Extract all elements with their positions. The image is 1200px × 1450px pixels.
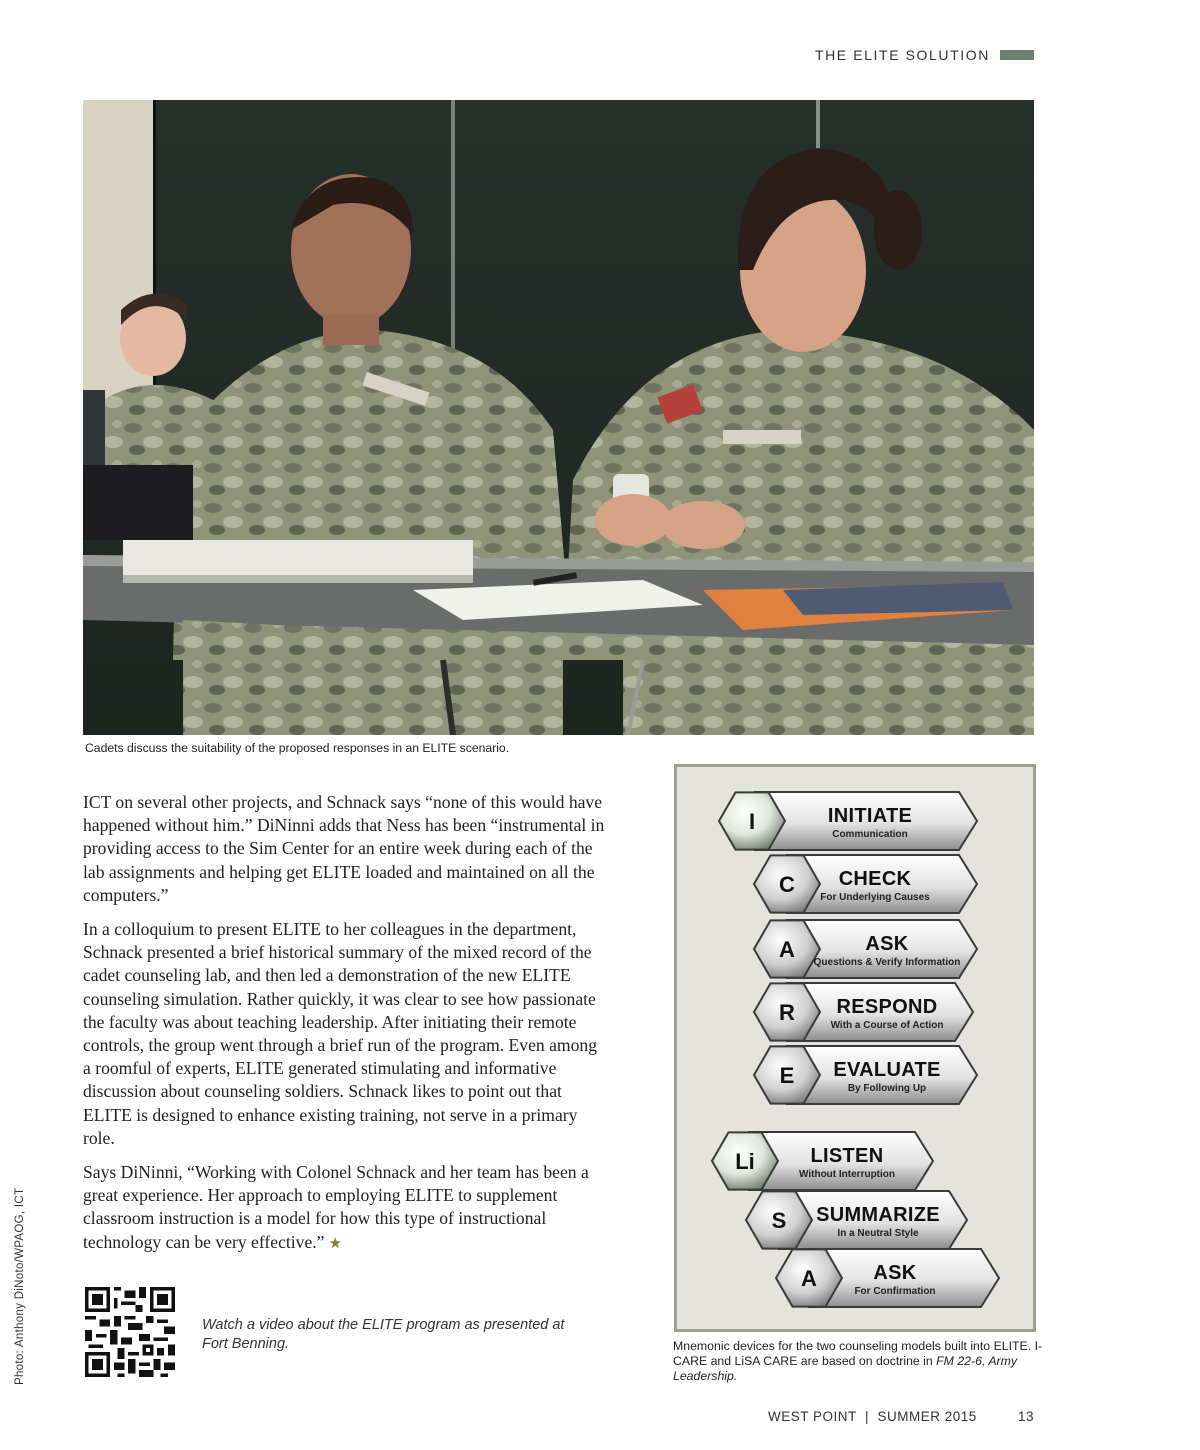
icare-letter: E bbox=[779, 1063, 795, 1088]
icare-letter: R bbox=[779, 1000, 795, 1025]
page-number: 13 bbox=[1017, 1409, 1034, 1424]
icare-row-1 bbox=[754, 855, 977, 913]
paragraph-1: ICT on several other projects, and Schnack says “none of this would have happened without him.” DiNinni adds that Ness has been “instrumental in providing access to the Sim Center for an entire week during each of the lab assignments and helping get ELITE loaded and maintained on all the computers.” bbox=[83, 792, 605, 905]
header-bar bbox=[1000, 50, 1034, 60]
icare-subtitle: By Following Up bbox=[847, 1083, 927, 1094]
icare-letter: C bbox=[779, 872, 795, 897]
sidebar-caption-reference: FM 22-6, Army Leadership. bbox=[673, 1354, 1018, 1383]
photo-credit: Photo: Anthony DiNoto/WPAOG, ICT bbox=[14, 1187, 26, 1385]
lisa-row-0 bbox=[712, 1132, 933, 1190]
icare-subtitle: With a Course of Action bbox=[830, 1020, 944, 1031]
icare-title: CHECK bbox=[838, 868, 912, 890]
footer-publication: WEST POINT | SUMMER 2015 bbox=[768, 1409, 977, 1424]
lisa-letter: A bbox=[801, 1266, 817, 1291]
sidebar-caption-text: Mnemonic devices for the two counseling models built into ELITE. I-CARE and LiSA CARE are based on doctrine in bbox=[673, 1339, 1043, 1368]
icare-row-4 bbox=[754, 1046, 977, 1104]
icare-row-3 bbox=[754, 983, 973, 1041]
lisa-row-1 bbox=[746, 1191, 967, 1249]
icare-letter: A bbox=[779, 937, 795, 962]
icare-subtitle: For Underlying Causes bbox=[820, 892, 930, 903]
lisa-subtitle: In a Neutral Style bbox=[837, 1228, 919, 1239]
icare-letter: I bbox=[748, 809, 756, 834]
lisa-letter: S bbox=[771, 1208, 787, 1233]
cadets-photo bbox=[83, 100, 1034, 735]
icare-row-0 bbox=[719, 792, 977, 850]
qr-caption: Watch a video about the ELITE program as presented at Fort Benning. bbox=[202, 1317, 565, 1352]
lisa-row-2 bbox=[776, 1249, 999, 1307]
icare-title: ASK bbox=[865, 933, 909, 955]
end-mark-star-icon: ★ bbox=[328, 1235, 342, 1252]
lisa-letter: Li bbox=[735, 1149, 755, 1174]
paragraph-2: In a colloquium to present ELITE to her colleagues in the department, Schnack presented a brief historical summary of the mixed record of the cadet counseling lab, and then led a demonstration of the new ELITE counseling simulation. Rather quickly, it was clear to see how passionate the faculty was about teaching leadership. After initiating their remote controls, the group went through a brief run of the program. Even among a roomful of experts, ELITE generated stimulating and informative discussion about counseling soldiers. Schnack likes to point out that ELITE is designed to enhance existing training, not serve in a primary role. bbox=[83, 919, 597, 1148]
icare-subtitle: Communication bbox=[832, 829, 908, 840]
icare-title: RESPOND bbox=[836, 996, 938, 1018]
paragraph-3 bbox=[83, 1161, 607, 1256]
icare-title: INITIATE bbox=[827, 805, 913, 827]
lisa-subtitle: For Confirmation bbox=[854, 1286, 936, 1297]
qr-code[interactable] bbox=[85, 1287, 175, 1377]
article-body bbox=[83, 791, 607, 1267]
photo-caption: Cadets discuss the suitability of the proposed responses in an ELITE scenario. bbox=[85, 741, 510, 755]
mnemonic-sidebar bbox=[674, 764, 1036, 1332]
running-header bbox=[815, 47, 1034, 63]
lisa-subtitle: Without Interruption bbox=[799, 1169, 895, 1180]
lisa-title: ASK bbox=[873, 1262, 917, 1284]
page-footer bbox=[768, 1409, 1034, 1424]
sidebar-caption bbox=[673, 1339, 1043, 1384]
paragraph-3-text: Says DiNinni, “Working with Colonel Schnack and her team has been a great experience. Her approach to employing ELITE to supplement classroom instruction is a model for how this type of instructional technology can be very effective.” bbox=[83, 1162, 589, 1252]
lisa-title: LISTEN bbox=[810, 1145, 884, 1167]
icare-subtitle: Questions & Verify Information bbox=[813, 957, 961, 968]
lisa-title: SUMMARIZE bbox=[816, 1204, 940, 1226]
icare-row-2 bbox=[754, 920, 977, 978]
icare-title: EVALUATE bbox=[833, 1059, 941, 1081]
section-label: THE ELITE SOLUTION bbox=[814, 47, 990, 63]
